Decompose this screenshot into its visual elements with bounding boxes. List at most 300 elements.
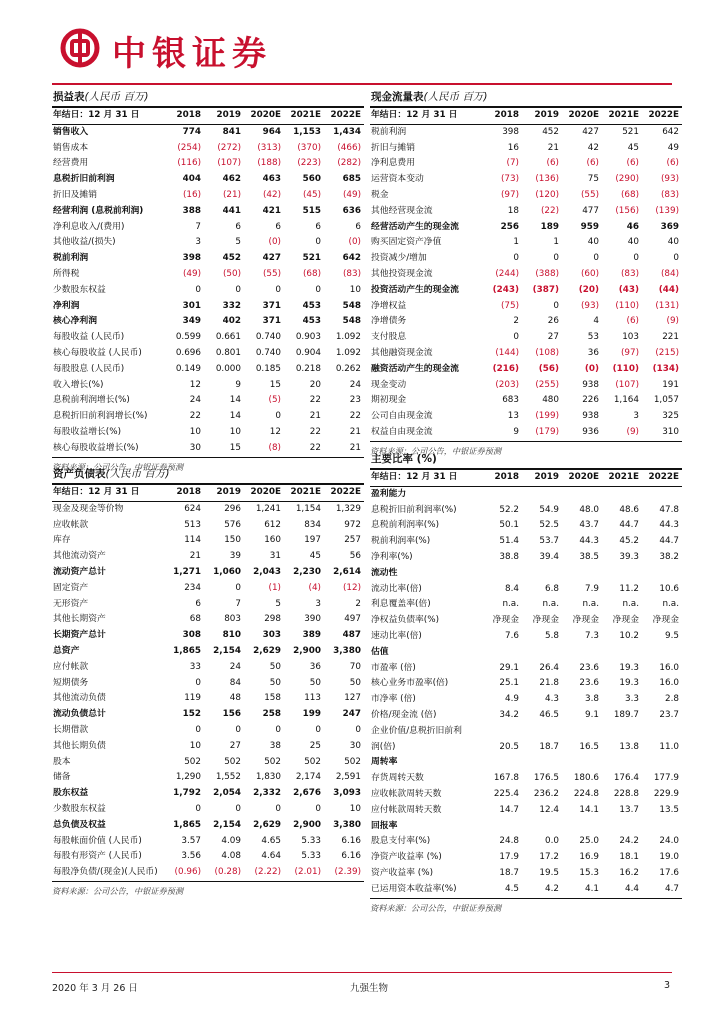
- cell-value: 4: [593, 316, 599, 327]
- table-row: [370, 645, 682, 661]
- cell-value: 119: [184, 693, 201, 704]
- table-header-row: [52, 485, 364, 501]
- cell-value: 23.7: [659, 709, 679, 720]
- cell-value: 净现金: [652, 615, 679, 626]
- cell-value: 685: [342, 174, 361, 185]
- cell-value: [482, 645, 522, 661]
- cell-value: 10: [229, 426, 241, 437]
- cell-value: 0: [195, 677, 201, 688]
- row-label: 期初现金: [371, 395, 407, 406]
- table-row: [370, 425, 682, 441]
- cell-value: 14.7: [499, 804, 519, 815]
- table-row: [52, 533, 364, 549]
- cell-value: 38.8: [499, 551, 519, 562]
- header-year: 2018: [164, 108, 204, 124]
- cell-value: 0.262: [335, 363, 361, 374]
- row-label: 投资减少/增加: [371, 253, 427, 264]
- cell-value: 11.2: [619, 583, 639, 594]
- cell-value: 净现金: [612, 615, 639, 626]
- table-row: [52, 518, 364, 534]
- table-row: [370, 409, 682, 425]
- cell-value: 150: [224, 535, 241, 546]
- cell-value: 9.5: [665, 630, 679, 641]
- cell-value: (16): [182, 189, 201, 200]
- table-row: [52, 501, 364, 517]
- row-label: 息税折旧前利润增长(%): [53, 411, 148, 422]
- cell-value: 44.3: [579, 536, 599, 547]
- cell-value: 12.4: [539, 804, 559, 815]
- cell-value: 513: [184, 519, 201, 530]
- income-statement-title: 损益表(人民币 百万): [52, 89, 364, 108]
- cell-value: 103: [622, 332, 639, 343]
- cell-value: 70: [349, 661, 361, 672]
- table-row: [370, 362, 682, 378]
- cell-value: 1: [553, 237, 559, 248]
- table-row: [52, 660, 364, 676]
- cell-value: (83): [620, 268, 639, 279]
- cell-value: 16.5: [579, 741, 599, 752]
- table-header-row: [370, 108, 682, 124]
- cell-value: 20.5: [499, 741, 519, 752]
- cell-value: 39.3: [619, 551, 639, 562]
- row-label: 少数股东权益: [53, 803, 106, 814]
- table-row: [52, 849, 364, 865]
- cell-value: 17.6: [659, 867, 679, 878]
- cell-value: 25: [309, 740, 321, 751]
- cell-value: 16.2: [619, 867, 639, 878]
- cell-value: 6: [355, 221, 361, 232]
- cell-value: (136): [535, 174, 559, 185]
- cell-value: 1: [513, 237, 519, 248]
- cell-value: 2,230: [293, 566, 321, 577]
- cell-value: 24: [349, 379, 361, 390]
- header-year: 2019: [522, 470, 562, 486]
- cell-value: 502: [184, 756, 201, 767]
- cell-value: 24: [189, 395, 201, 406]
- cell-value: 453: [302, 316, 321, 327]
- cell-value: 9: [513, 426, 519, 437]
- row-label: 股东权益: [53, 788, 89, 799]
- cell-value: 398: [502, 126, 519, 137]
- cell-value: (42): [262, 189, 281, 200]
- row-label: 息税折旧前利润率(%): [371, 504, 457, 515]
- row-label: 经营利润 (息税前利润): [53, 205, 144, 216]
- cell-value: 18.7: [499, 867, 519, 878]
- cell-value: (97): [500, 189, 519, 200]
- cell-value: 5.33: [301, 851, 321, 862]
- cell-value: 0.185: [255, 363, 281, 374]
- row-label: 运营资本变动: [371, 174, 424, 185]
- row-label: 固定资产: [53, 582, 89, 593]
- table-header-row: [370, 470, 682, 486]
- cell-value: 0: [673, 253, 679, 264]
- row-label: 回报率: [371, 820, 398, 831]
- cell-value: [642, 486, 682, 502]
- cell-value: 15: [229, 442, 241, 453]
- cell-value: 308: [182, 630, 201, 641]
- row-label: 公司自由现金流: [371, 411, 433, 422]
- cell-value: 16.9: [579, 852, 599, 863]
- table-row: [52, 676, 364, 692]
- balance-sheet-title: 资产负债表(人民币 百万): [52, 466, 364, 485]
- cell-value: 938: [582, 411, 599, 422]
- table-row: [52, 156, 364, 172]
- header-year: 2018: [164, 485, 204, 501]
- cell-value: 2: [355, 598, 361, 609]
- cell-value: 462: [222, 174, 241, 185]
- cell-value: (199): [535, 411, 559, 422]
- cell-value: [642, 755, 682, 771]
- cell-value: 0.661: [215, 332, 241, 343]
- table-row: [370, 740, 682, 756]
- cell-value: 4.1: [585, 883, 599, 894]
- cell-value: 225.4: [493, 788, 519, 799]
- table-row: [52, 441, 364, 457]
- cell-value: (6): [666, 158, 679, 169]
- cell-value: (75): [500, 300, 519, 311]
- cell-value: [642, 645, 682, 661]
- table-row: [370, 882, 682, 898]
- cell-value: 2,154: [213, 819, 241, 830]
- cell-value: 152: [182, 709, 201, 720]
- table-row: [370, 220, 682, 236]
- income-statement-table: [52, 108, 364, 457]
- cell-value: n.a.: [542, 599, 559, 610]
- cell-value: 50: [269, 677, 281, 688]
- cell-value: (116): [177, 158, 201, 169]
- table-row: [370, 172, 682, 188]
- cell-value: 48.6: [619, 504, 639, 515]
- cell-value: (188): [257, 158, 281, 169]
- header-year: 2020E: [562, 108, 602, 124]
- cell-value: 40: [667, 237, 679, 248]
- cell-value: 477: [582, 205, 599, 216]
- cell-value: 42: [587, 142, 599, 153]
- cell-value: 10: [349, 284, 361, 295]
- cell-value: 23.6: [579, 678, 599, 689]
- cell-value: 0.149: [175, 363, 201, 374]
- cell-value: (21): [222, 189, 241, 200]
- row-label: 净利润: [53, 300, 80, 311]
- cell-value: (131): [655, 300, 679, 311]
- cell-value: 11.0: [659, 741, 679, 752]
- row-label: 库存: [53, 535, 71, 546]
- row-label: 储备: [53, 772, 71, 783]
- cell-value: 38: [269, 740, 281, 751]
- cell-value: 972: [344, 519, 361, 530]
- cell-value: 332: [222, 300, 241, 311]
- cell-value: 258: [262, 709, 281, 720]
- cell-value: 497: [344, 614, 361, 625]
- cell-value: (2.39): [334, 867, 361, 878]
- cell-value: (73): [500, 174, 519, 185]
- cell-value: 388: [182, 205, 201, 216]
- cell-value: 1.092: [335, 332, 361, 343]
- balance-sheet-panel: [52, 466, 364, 900]
- cell-value: 27: [547, 332, 559, 343]
- cell-value: (244): [495, 268, 519, 279]
- cell-value: 480: [542, 395, 559, 406]
- table-row: [370, 141, 682, 157]
- cell-value: 75: [587, 174, 599, 185]
- row-label: 流动性: [371, 567, 398, 578]
- table-row: [370, 692, 682, 708]
- cell-value: 642: [662, 126, 679, 137]
- row-label: 净增权益: [371, 300, 407, 311]
- cell-value: (223): [297, 158, 321, 169]
- cell-value: 521: [302, 253, 321, 264]
- cell-value: 4.4: [625, 883, 639, 894]
- header-year: 2021E: [602, 470, 642, 486]
- cell-value: 176.4: [613, 773, 639, 784]
- table-row: [52, 818, 364, 834]
- cell-value: 44.7: [619, 520, 639, 531]
- header-year: 2021E: [602, 108, 642, 124]
- cell-value: [562, 755, 602, 771]
- cell-value: n.a.: [582, 599, 599, 610]
- cell-value: [642, 566, 682, 582]
- row-label: 每股收益增长(%): [53, 426, 122, 437]
- row-label: 价格/现金流 (倍): [371, 709, 437, 720]
- row-label: 速动比率(倍): [371, 630, 422, 641]
- cell-value: 113: [304, 693, 321, 704]
- header-label: 年结日：12 月 31 日: [370, 470, 482, 486]
- table-row: [370, 314, 682, 330]
- cell-value: (272): [217, 142, 241, 153]
- cell-value: n.a.: [662, 599, 679, 610]
- cashflow-source-note: 资料来源：公司公告，中银证券预测: [370, 441, 682, 460]
- cell-value: 36: [587, 347, 599, 358]
- cell-value: 191: [662, 379, 679, 390]
- header-year: 2022E: [642, 108, 682, 124]
- row-label: 应付帐款: [53, 661, 89, 672]
- cell-value: 24.8: [499, 836, 519, 847]
- cell-value: [522, 724, 562, 740]
- row-label: 核心每股收益 (人民币): [53, 347, 142, 358]
- cell-value: 371: [262, 316, 281, 327]
- cell-value: 净现金: [572, 615, 599, 626]
- cell-value: 9: [235, 379, 241, 390]
- cell-value: 369: [660, 221, 679, 232]
- cell-value: 127: [344, 693, 361, 704]
- cell-value: (243): [492, 284, 519, 295]
- cell-value: 349: [182, 316, 201, 327]
- table-row: [52, 802, 364, 818]
- cell-value: [482, 486, 522, 502]
- table-row: [370, 283, 682, 299]
- cell-value: 24.2: [619, 836, 639, 847]
- cell-value: 7: [195, 221, 201, 232]
- cell-value: 40: [627, 237, 639, 248]
- table-row: [52, 755, 364, 771]
- row-label: 市盈率 (倍): [371, 662, 416, 673]
- cell-value: 46: [626, 221, 639, 232]
- cell-value: [642, 819, 682, 835]
- footer-divider: [52, 972, 672, 973]
- cell-value: 10.2: [619, 630, 639, 641]
- cell-value: 624: [184, 503, 201, 514]
- cell-value: 50.1: [499, 520, 519, 531]
- cell-value: [482, 566, 522, 582]
- cell-value: 310: [662, 426, 679, 437]
- cell-value: 0: [275, 411, 281, 422]
- cell-value: (370): [297, 142, 321, 153]
- cell-value: 197: [304, 535, 321, 546]
- cell-value: 1,290: [175, 772, 201, 783]
- cell-value: 53.7: [539, 536, 559, 547]
- income-statement-panel: [52, 89, 364, 476]
- cell-value: 25.1: [499, 678, 519, 689]
- cell-value: 19.3: [619, 662, 639, 673]
- cell-value: 26.4: [539, 662, 559, 673]
- table-row: [52, 786, 364, 802]
- cell-value: 298: [264, 614, 281, 625]
- cell-value: (9): [666, 316, 679, 327]
- cell-value: 247: [342, 709, 361, 720]
- row-label: 其他经营现金流: [371, 205, 433, 216]
- cell-value: [522, 566, 562, 582]
- cell-value: n.a.: [622, 599, 639, 610]
- cell-value: 487: [342, 630, 361, 641]
- cell-value: [562, 486, 602, 502]
- cell-value: 19.0: [659, 852, 679, 863]
- cell-value: (254): [177, 142, 201, 153]
- cell-value: 44.3: [659, 520, 679, 531]
- cell-value: 5.8: [545, 630, 559, 641]
- row-label: 股本: [53, 756, 71, 767]
- table-row: [52, 124, 364, 140]
- row-label: 流动负债总计: [53, 709, 106, 720]
- cell-value: 2,174: [295, 772, 321, 783]
- footer-company: 九强生物: [350, 983, 389, 994]
- cell-value: 26: [547, 316, 559, 327]
- header-year: 2019: [204, 108, 244, 124]
- cell-value: 19.3: [619, 678, 639, 689]
- row-label: 投资活动产生的现金流: [371, 284, 459, 295]
- cell-value: 453: [302, 300, 321, 311]
- row-label: 其他融资现金流: [371, 347, 433, 358]
- row-label: 净资产收益率 (%): [371, 852, 442, 863]
- cell-value: 642: [342, 253, 361, 264]
- cell-value: 199: [302, 709, 321, 720]
- cell-value: (0): [348, 237, 361, 248]
- cell-value: [562, 645, 602, 661]
- cell-value: 2,043: [253, 566, 281, 577]
- cell-value: 0: [315, 237, 321, 248]
- table-row: [52, 188, 364, 204]
- balance-sheet-table: [52, 485, 364, 881]
- row-label: 资产收益率 (%): [371, 867, 434, 878]
- cell-value: 176.5: [533, 773, 559, 784]
- cell-value: 27: [229, 740, 241, 751]
- cell-value: 9.1: [585, 709, 599, 720]
- cell-value: 21: [309, 411, 321, 422]
- cell-value: 33: [189, 661, 201, 672]
- cell-value: 502: [344, 756, 361, 767]
- cell-value: 463: [262, 174, 281, 185]
- cell-value: 22: [309, 442, 321, 453]
- table-row: [370, 204, 682, 220]
- cell-value: 49: [667, 142, 679, 153]
- cell-value: (107): [615, 379, 639, 390]
- cell-value: 10: [349, 803, 361, 814]
- cell-value: 3.57: [181, 835, 201, 846]
- income-source-note: 资料来源：公司公告，中银证券预测: [52, 457, 364, 476]
- row-label: 权益自由现金流: [371, 426, 433, 437]
- row-label: 折旧及摊销: [53, 189, 97, 200]
- cell-value: 6: [275, 221, 281, 232]
- cell-value: 4.3: [545, 694, 559, 705]
- row-label: 应收帐款周转天数: [371, 788, 442, 799]
- cell-value: 2.8: [665, 694, 679, 705]
- table-row: [370, 156, 682, 172]
- table-row: [370, 503, 682, 519]
- cell-value: 1,865: [173, 645, 201, 656]
- row-label: 息税前利润增长(%): [53, 395, 130, 406]
- row-label: 应付帐款周转天数: [371, 804, 442, 815]
- cell-value: 54.9: [539, 504, 559, 515]
- cell-value: 47.8: [659, 504, 679, 515]
- cell-value: 4.08: [221, 851, 241, 862]
- row-label: 每股有形资产 (人民币): [53, 851, 142, 862]
- cell-value: 683: [502, 395, 519, 406]
- cell-value: 19.5: [539, 867, 559, 878]
- table-row: [52, 378, 364, 394]
- cell-value: 48.0: [579, 504, 599, 515]
- cell-value: 0.000: [215, 363, 241, 374]
- cell-value: 0: [355, 724, 361, 735]
- cell-value: 51.4: [499, 536, 519, 547]
- cell-value: 14: [229, 411, 241, 422]
- table-row: [52, 220, 364, 236]
- header-year: 2020E: [244, 108, 284, 124]
- cell-value: 43.7: [579, 520, 599, 531]
- row-label: 润(倍): [371, 741, 396, 752]
- row-label: 流动比率(倍): [371, 583, 422, 594]
- table-row: [52, 723, 364, 739]
- cell-value: 6: [235, 221, 241, 232]
- row-label: 所得税: [53, 268, 80, 279]
- header-year: 2019: [522, 108, 562, 124]
- table-row: [370, 850, 682, 866]
- cell-value: (6): [626, 158, 639, 169]
- cell-value: 180.6: [573, 773, 599, 784]
- cell-value: (6): [626, 316, 639, 327]
- cell-value: 0.740: [255, 332, 281, 343]
- cell-value: [482, 755, 522, 771]
- cell-value: 40: [587, 237, 599, 248]
- cell-value: 0: [513, 253, 519, 264]
- row-label: 每股收益 (人民币): [53, 332, 125, 343]
- cell-value: 0: [275, 724, 281, 735]
- row-label: 税前利润: [371, 126, 407, 137]
- cell-value: 810: [222, 630, 241, 641]
- cell-value: 229.9: [653, 788, 679, 799]
- cell-value: 398: [182, 253, 201, 264]
- table-row: [52, 549, 364, 565]
- key-ratios-title: 主要比率 (%): [370, 451, 682, 470]
- table-row: [52, 770, 364, 786]
- cell-value: 1,241: [255, 503, 281, 514]
- cell-value: 17.9: [499, 852, 519, 863]
- header-year: 2020E: [562, 470, 602, 486]
- cell-value: 39: [229, 551, 241, 562]
- row-label: 融资活动产生的现金流: [371, 363, 459, 374]
- cell-value: 4.2: [545, 883, 559, 894]
- cell-value: 10: [189, 740, 201, 751]
- cell-value: (179): [535, 426, 559, 437]
- cell-value: 0: [633, 253, 639, 264]
